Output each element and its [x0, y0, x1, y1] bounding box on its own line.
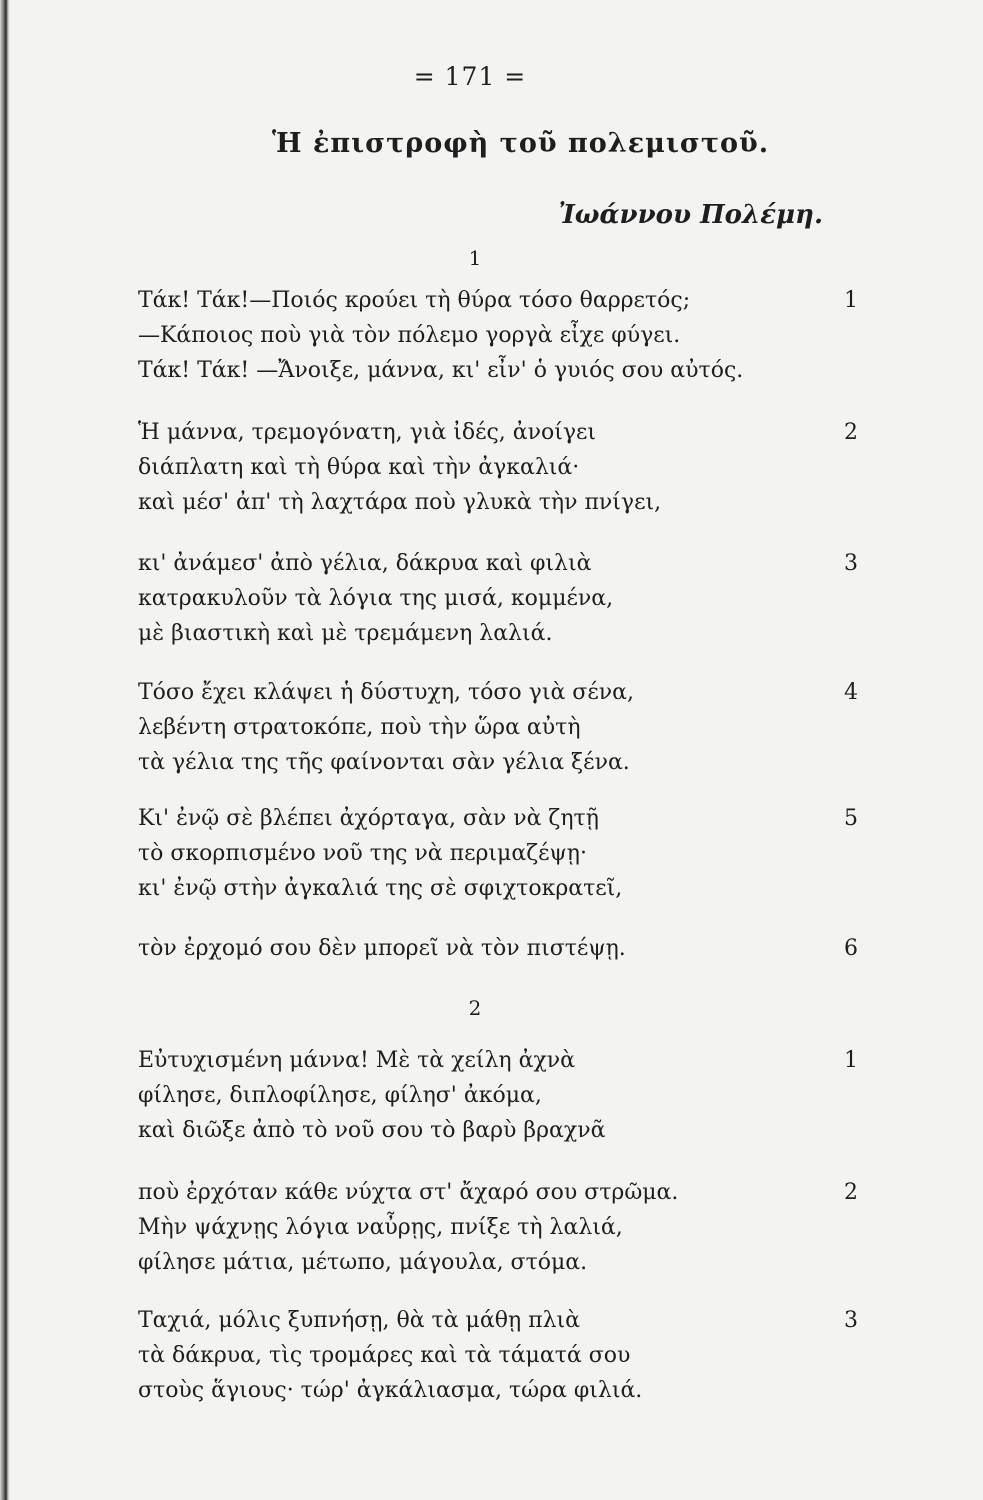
verse-line: Τόσο ἔχει κλάψει ἡ δύστυχη, τόσο γιὰ σένα,: [138, 680, 634, 705]
verse-line: φίλησε, διπλοφίλησε, φίλησ' ἀκόμα,: [138, 1083, 542, 1108]
verse-line: Ἡ μάννα, τρεμογόνατη, γιὰ ἰδές, ἀνοίγει: [138, 420, 597, 445]
verse-line: λεβέντη στρατοκόπε, ποὺ τὴν ὥρα αὐτὴ: [138, 715, 581, 740]
verse-line: κι' ἐνῷ στὴν ἀγκαλιά της σὲ σφιχτοκρατεῖ,: [138, 876, 623, 901]
verse-line: Τάκ! Τάκ!—Ποιός κρούει τὴ θύρα τόσο θαρρετός;: [138, 288, 691, 313]
verse-line: Μὴν ψάχνῃς λόγια ναὖρῃς, πνίξε τὴ λαλιά,: [138, 1215, 623, 1240]
page-binding-edge: [0, 0, 10, 1500]
verse-line: τὸ σκορπισμένο νοῦ της νὰ περιμαζέψῃ·: [138, 841, 587, 866]
stanza-number: 5: [844, 806, 858, 831]
stanza-number: 2: [844, 420, 858, 445]
stanza-number: 3: [844, 1308, 858, 1333]
verse-line: τὸν ἐρχομό σου δὲν μπορεῖ νὰ τὸν πιστέψῃ.: [138, 936, 626, 961]
section-number: 2: [468, 996, 482, 1020]
verse-line: Ταχιά, μόλις ξυπνήσῃ, θὰ τὰ μάθῃ πλιὰ: [138, 1308, 581, 1333]
verse-line: διάπλατη καὶ τὴ θύρα καὶ τὴν ἀγκαλιά·: [138, 455, 580, 480]
stanza-number: 1: [844, 288, 858, 313]
stanza-number: 2: [844, 1180, 858, 1205]
stanza-number: 1: [844, 1048, 858, 1073]
verse-line: Τάκ! Τάκ! —Ἄνοιξε, μάννα, κι' εἶν' ὁ γυιός σου αὐτός.: [138, 358, 744, 383]
page-number: = 171 =: [413, 62, 527, 91]
verse-line: —Κάποιος ποὺ γιὰ τὸν πόλεμο γοργὰ εἶχε φύγει.: [138, 323, 681, 348]
verse-line: φίλησε μάτια, μέτωπο, μάγουλα, στόμα.: [138, 1250, 588, 1275]
verse-line: τὰ γέλια της τῆς φαίνονται σὰν γέλια ξένα.: [138, 750, 630, 775]
verse-line: καὶ διῶξε ἀπὸ τὸ νοῦ σου τὸ βαρὺ βραχνᾶ: [138, 1118, 606, 1143]
stanza-number: 3: [844, 551, 858, 576]
stanza-number: 4: [844, 680, 858, 705]
section-number: 1: [468, 246, 482, 270]
verse-line: στοὺς ἅγιους· τώρ' ἀγκάλιασμα, τώρα φιλιά.: [138, 1378, 643, 1403]
verse-line: κι' ἀνάμεσ' ἀπὸ γέλια, δάκρυα καὶ φιλιὰ: [138, 551, 592, 576]
verse-line: τὰ δάκρυα, τὶς τρομάρες καὶ τὰ τάματά σου: [138, 1343, 631, 1368]
verse-line: Εὐτυχισμένη μάννα! Μὲ τὰ χείλη ἀχνὰ: [138, 1048, 576, 1073]
poem-author: Ἰωάννου Πολέμη.: [558, 200, 823, 230]
poem-title: Ἡ ἐπιστροφὴ τοῦ πολεμιστοῦ.: [272, 128, 770, 159]
verse-line: κατρακυλοῦν τὰ λόγια της μισά, κομμένα,: [138, 586, 614, 611]
verse-line: Κι' ἐνῷ σὲ βλέπει ἀχόρταγα, σὰν νὰ ζητῇ: [138, 806, 599, 831]
verse-line: μὲ βιαστικὴ καὶ μὲ τρεμάμενη λαλιά.: [138, 621, 553, 646]
verse-line: καὶ μέσ' ἀπ' τὴ λαχτάρα ποὺ γλυκὰ τὴν πνίγει,: [138, 490, 662, 515]
verse-line: ποὺ ἐρχόταν κάθε νύχτα στ' ἄχαρό σου στρῶμα.: [138, 1180, 679, 1205]
stanza-number: 6: [844, 936, 858, 961]
